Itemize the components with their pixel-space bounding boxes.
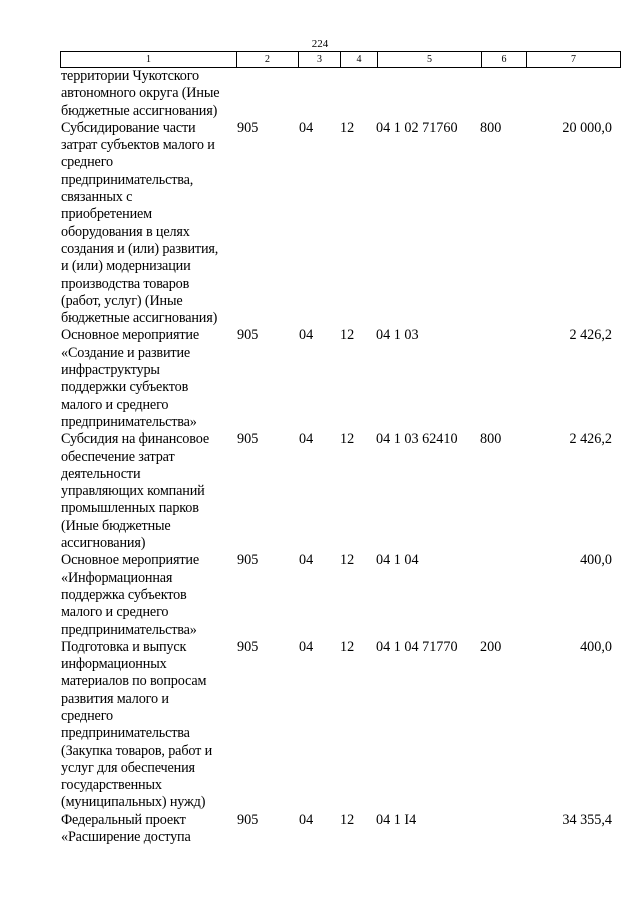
row-section: 04	[299, 811, 314, 828]
row-name: Федеральный проект «Расширение доступа	[61, 811, 191, 846]
row-gr-code: 905	[237, 119, 259, 136]
row-name: Подготовка и выпуск информационных материалов по вопросам развития малого и среднего предпринимательства (Закупка товаров, работ и услуг для обеспечения государственных (муниципальных) нужд)	[61, 638, 213, 811]
row-target-article: 04 1 I4	[376, 811, 417, 828]
row-name: территории Чукотского автономного округа (Иные бюджетные ассигнования)	[61, 68, 220, 119]
column-header-7: 7	[527, 52, 621, 68]
row-gr-code: 905	[237, 552, 259, 569]
row-subsection: 12	[340, 811, 355, 828]
row-sum: 400,0	[580, 638, 612, 655]
row-name: Субсидия на финансовое обеспечение затрат деятельности управляющих компаний промышленных парков (Иные бюджетные ассигнования)	[61, 431, 209, 552]
row-gr-code: 905	[237, 811, 259, 828]
column-header-2: 2	[237, 52, 299, 68]
row-section: 04	[299, 552, 314, 569]
column-header-3: 3	[299, 52, 341, 68]
row-sum: 2 426,2	[569, 327, 612, 344]
row-expense-type: 200	[480, 638, 502, 655]
row-target-article: 04 1 02 71760	[376, 119, 458, 136]
table-row	[0, 552, 640, 638]
row-gr-code: 905	[237, 431, 259, 448]
row-subsection: 12	[340, 119, 355, 136]
column-header-5: 5	[378, 52, 482, 68]
table-row	[0, 431, 640, 552]
row-sum: 2 426,2	[569, 431, 612, 448]
table-row	[0, 327, 640, 431]
row-section: 04	[299, 119, 314, 136]
row-target-article: 04 1 04 71770	[376, 638, 458, 655]
table-row	[0, 120, 640, 328]
row-name: Субсидирование части затрат субъектов малого и среднего предпринимательства, связанных с приобретением оборудования в целях создания и (или) развития, и (или) модернизации производства товаров (работ, услуг) (Иные бюджетные ассигнования)	[61, 119, 219, 327]
page-number: 224	[311, 38, 329, 50]
row-target-article: 04 1 03 62410	[376, 431, 458, 448]
column-header-1: 1	[61, 52, 237, 68]
row-sum: 400,0	[580, 552, 612, 569]
row-name: Основное мероприятие «Информационная поддержка субъектов малого и среднего предпринимательства»	[61, 552, 199, 638]
row-sum: 34 355,4	[562, 811, 612, 828]
row-section: 04	[299, 431, 314, 448]
column-header-row	[61, 52, 621, 68]
row-section: 04	[299, 327, 314, 344]
row-expense-type: 800	[480, 119, 502, 136]
row-target-article: 04 1 04	[376, 552, 419, 569]
row-expense-type: 800	[480, 431, 502, 448]
row-target-article: 04 1 03	[376, 327, 419, 344]
column-header-4: 4	[341, 52, 378, 68]
table-row	[0, 812, 640, 847]
table-row	[0, 68, 640, 120]
row-subsection: 12	[340, 638, 355, 655]
row-section: 04	[299, 638, 314, 655]
row-gr-code: 905	[237, 327, 259, 344]
column-header-table	[60, 51, 621, 68]
row-subsection: 12	[340, 431, 355, 448]
row-gr-code: 905	[237, 638, 259, 655]
table-row	[0, 639, 640, 812]
column-header-6: 6	[482, 52, 527, 68]
row-subsection: 12	[340, 327, 355, 344]
row-name: Основное мероприятие «Создание и развитие инфраструктуры поддержки субъектов малого и среднего предпринимательства»	[61, 327, 199, 430]
row-subsection: 12	[340, 552, 355, 569]
row-sum: 20 000,0	[562, 119, 612, 136]
budget-table-body	[0, 68, 640, 846]
